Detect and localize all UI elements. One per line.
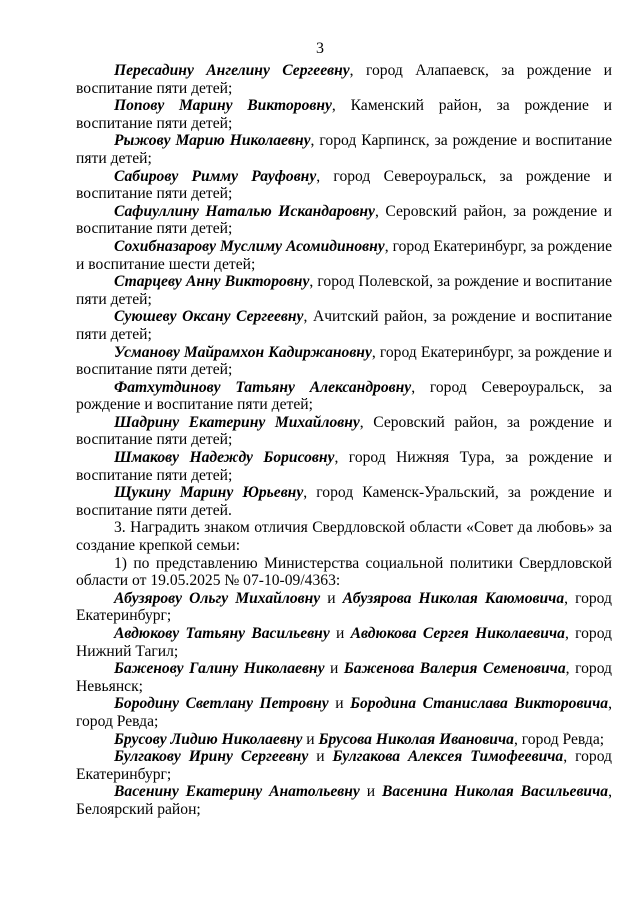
- document-body: [76, 62, 612, 819]
- couple-entry: [76, 625, 612, 660]
- conjunction: и: [328, 695, 351, 713]
- wife-name: Авдюкову Татьяну Васильевну: [114, 625, 330, 642]
- awardee-name: Шадрину Екатерину Михайловну: [114, 413, 360, 431]
- wife-name: Абузярову Ольгу Михайловну: [114, 589, 321, 607]
- couple-place: , Белоярский район;: [76, 783, 612, 818]
- couple-place: , город Екатеринбург;: [76, 748, 612, 783]
- couple-entry: [76, 731, 612, 749]
- conjunction: и: [308, 748, 333, 766]
- husband-name: Баженова Валерия Семеновича: [343, 660, 566, 678]
- wife-name: Брусову Лидию Николаевну: [114, 730, 303, 748]
- wife-name: Васенину Екатерину Анатольевну: [114, 783, 360, 801]
- awardee-details: , город Карпинск, за рождение и воспитание пяти детей;: [76, 132, 612, 167]
- awardee-entry: [76, 344, 612, 379]
- couple-entry: [76, 590, 612, 625]
- awardee-details: , город Полевской, за рождение и воспитание пяти детей;: [76, 273, 612, 308]
- husband-name: Булгакова Алексея Тимофеевича: [332, 748, 564, 766]
- awardee-entry: [76, 97, 612, 132]
- couple-place: , город Нижний Тагил;: [76, 625, 612, 660]
- conjunction: и: [329, 625, 351, 642]
- awardee-details: , город Североуральск, за рождение и воспитание пяти детей;: [76, 378, 612, 414]
- awardee-details: , город Каменск-Уральский, за рождение и воспитание пяти детей.: [76, 484, 613, 519]
- awardee-details: , Серовский район, за рождение и воспитание пяти детей;: [76, 202, 612, 238]
- husband-name: Васенина Николая Васильевича: [381, 783, 609, 801]
- awardee-details: , Каменский район, за рождение и воспитание пяти детей;: [76, 97, 613, 132]
- awardee-entry: [76, 308, 612, 343]
- awardee-name: Пересадину Ангелину Сергеевну: [114, 62, 350, 79]
- awardee-name: Суюшеву Оксану Сергеевну: [114, 308, 304, 326]
- awardee-name: Фатхутдинову Татьяну Александровну: [114, 378, 412, 396]
- awardee-entry: [76, 238, 612, 273]
- awardee-entry: [76, 203, 612, 238]
- awardee-details: , Ачитский район, за рождение и воспитание пяти детей;: [76, 308, 613, 343]
- wife-name: Булгакову Ирину Сергеевну: [114, 748, 309, 766]
- couple-place: , город Ревда;: [76, 695, 612, 730]
- conjunction: и: [359, 783, 382, 801]
- awardee-name: Сафиуллину Наталью Искандаровну: [114, 202, 375, 220]
- awardee-entry: [76, 379, 612, 414]
- awardee-name: Шмакову Надежду Борисовну: [114, 449, 335, 467]
- awardee-name: Попову Марину Викторовну: [114, 97, 332, 115]
- conjunction: и: [324, 660, 344, 678]
- couple-list: [76, 590, 612, 819]
- husband-name: Брусова Николая Ивановича: [318, 730, 514, 748]
- awardee-entry: [76, 132, 612, 167]
- wife-name: Бородину Светлану Петровну: [114, 695, 329, 713]
- couple-place: , город Ревда;: [513, 730, 605, 748]
- wife-name: Баженову Галину Николаевну: [114, 660, 325, 678]
- awardee-name: Усманову Майрамхон Кадиржановну: [114, 343, 372, 361]
- conjunction: и: [302, 730, 319, 748]
- husband-name: Абузярова Николая Каюмовича: [342, 589, 565, 607]
- awardee-entry: [76, 414, 612, 449]
- awardee-entry: [76, 449, 612, 484]
- awardee-list: [76, 62, 612, 519]
- couple-entry: [76, 748, 612, 783]
- husband-name: Авдюкова Сергея Николаевича: [350, 625, 565, 642]
- awardee-details: , город Екатеринбург, за рождение и воспитание шести детей;: [76, 237, 612, 273]
- awardee-details: , город Североуральск, за рождение и воспитание пяти детей;: [76, 167, 612, 203]
- awardee-details: , Серовский район, за рождение и воспитание пяти детей;: [76, 413, 612, 449]
- couple-entry: [76, 695, 612, 730]
- couple-entry: [76, 783, 612, 818]
- awardee-details: , город Алапаевск, за рождение и воспитание пяти детей;: [76, 62, 612, 97]
- awardee-entry: [76, 62, 612, 97]
- couple-place: , город Екатеринбург;: [76, 589, 612, 625]
- section-heading: 3. Наградить знаком отличия Свердловской области «Совет да любовь» за создание крепкой семьи:: [76, 519, 612, 555]
- awardee-details: , город Нижняя Тура, за рождение и воспитание пяти детей;: [76, 449, 613, 484]
- page-number: 3: [316, 40, 324, 57]
- awardee-entry: [76, 273, 612, 308]
- awardee-name: Щукину Марину Юрьевну: [114, 484, 304, 502]
- conjunction: и: [320, 589, 343, 607]
- husband-name: Бородина Станислава Викторовича: [350, 695, 609, 713]
- awardee-name: Сохибназарову Муслиму Асомидиновну: [114, 237, 385, 255]
- awardee-entry: [76, 168, 612, 203]
- awardee-entry: [76, 484, 612, 519]
- awardee-name: Сабирову Римму Рауфовну: [114, 167, 317, 185]
- couple-entry: [76, 660, 612, 695]
- awardee-name: Старцеву Анну Викторовну: [114, 273, 310, 291]
- couple-place: , город Невьянск;: [76, 660, 612, 695]
- section-subheading: 1) по представлению Министерства социальной политики Свердловской области от 19.05.2025 № 07-10-09/4363:: [76, 554, 612, 590]
- awardee-name: Рыжову Марию Николаевну: [114, 132, 311, 150]
- awardee-details: , город Екатеринбург, за рождение и воспитание пяти детей;: [76, 343, 612, 379]
